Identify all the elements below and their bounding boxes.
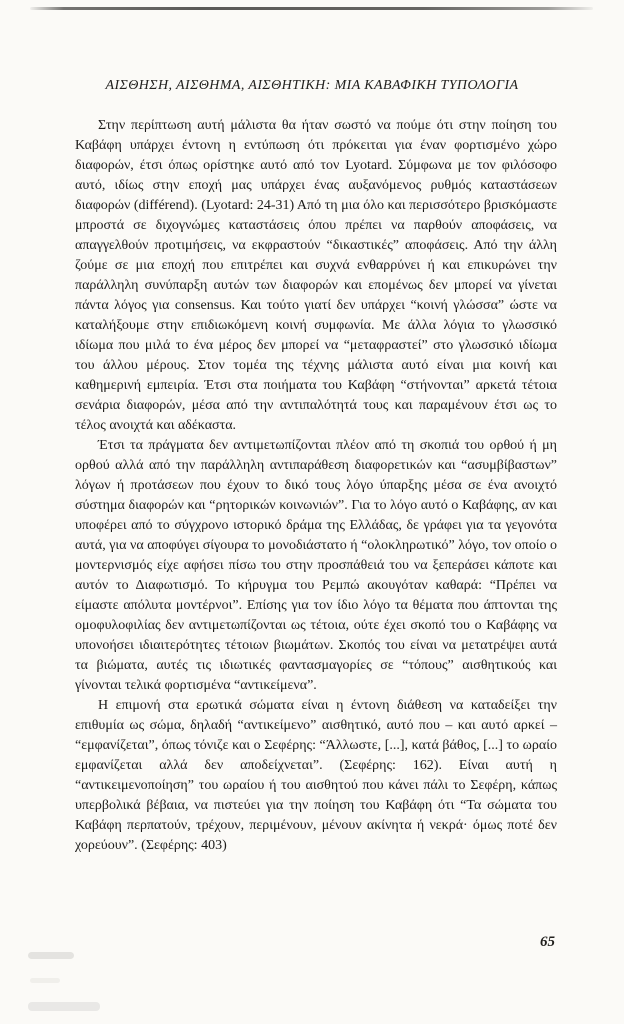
- scan-artifact-smudge: [30, 978, 60, 983]
- paragraph-3: Η επιμονή στα ερωτικά σώματα είναι η έντονη διάθεση να καταδείξει την επιθυμία ως σώμα, δηλαδή “αντικείμενο” αισθητικό, αυτό που – και αυτό αρκεί – “εμφανίζεται”, όπως τόνιζε και ο Σεφέρης: “Άλλωστε, [...], κατά βάθος, [...] το ωραίο εμφανίζεται αλλά δεν αποδείχνεται”. (Σεφέρης: 162). Είναι αυτή η “αντικειμενοποίηση” του ωραίου ή του αισθητού που κάνει πάλι το Σεφέρη, κάπως υπερβολικά βέβαια, να πιστεύει για την ποίηση του Καβάφη ότι “Τα σώματα του Καβάφη περπατούν, τρέχουν, περιμένουν, μένουν ακίνητα ή νεκρά· όμως ποτέ δεν χορεύουν”. (Σεφέρης: 403): [75, 698, 557, 853]
- page-title: ΑΙΣΘΗΣΗ, ΑΙΣΘΗΜΑ, ΑΙΣΘΗΤΙΚΗ: ΜΙΑ ΚΑΒΑΦΙΚΗ ΤΥΠΟΛΟΓΙΑ: [105, 78, 519, 93]
- paragraph-2: Έτσι τα πράγματα δεν αντιμετωπίζονται πλέον από τη σκοπιά του ορθού ή μη ορθού αλλά από την παράλληλη αντιπαράθεση διαφορετικών και “ασυμβίβαστων” λόγων ή προτάσεων που έχουν το δικό τους λόγο ύπαρξης μέσα σε ένα ανοιχτό σύστημα διαφορών και “ρητορικών κοινωνιών”. Για το λόγο αυτό ο Καβάφης, αν και υποφέρει από το σύγχρονο ιστορικό δράμα της Ελλάδας, δε γράφει για τα γεγονότα αυτά, για να αποφύγει σίγουρα το μονοδιάστατο ή “ολοκληρωτικό” λόγο, τον οποίο ο μοντερνισμός είχε αφήσει πίσω του στην προσπάθειά του να ξεπεράσει κάποτε και αυτόν το Διαφωτισμό. Το κήρυγμα του Ρεμπώ ακουγόταν καθαρά: “Πρέπει να είμαστε απόλυτα μοντέρνοι”. Επίσης για τον ίδιο λόγο τα θέματα που άπτονται της ομοφυλοφιλίας δεν αντιμετωπίζονται ως τέτοια, ούτε έχει σκοπό του ο Καβάφης να υπονοήσει ιδιαιτερότητες τέτοιων βιωμάτων. Σκοπός του είναι να μετατρέψει αυτά τα βιώματα, αυτές τις ιδιωτικές φαντασμαγορίες σε “τόπους” αισθητικούς και γίνονται τελικά φορτισμένα “αντικείμενα”.: [75, 438, 557, 693]
- page-number: 65: [540, 934, 555, 950]
- body-text: [75, 116, 557, 856]
- scan-artifact-smudge: [28, 952, 74, 959]
- scan-artifact-smudge: [28, 1002, 100, 1011]
- paragraph-1: Στην περίπτωση αυτή μάλιστα θα ήταν σωστό να πούμε ότι στην ποίηση του Καβάφη υπάρχει έντονη η εντύπωση ότι πρόκειται για έναν φορτισμένο χώρο διαφορών, έτσι όπως ορίστηκε αυτό από τον Lyotard. Σύμφωνα με τον φιλόσοφο αυτό, ιδίως στην εποχή μας υπάρχει ένας αυξανόμενος ρυθμός καταστάσεων διαφορών (différend). (Lyotard: 24-31) Από τη μια όλο και περισσότερο βρισκόμαστε μπροστά σε διχογνώμες καταστάσεις όπου πρέπει να παρθούν αποφάσεις, να απαγγελθούν προτιμήσεις, να εκφραστούν “δικαστικές” αποφάσεις. Από την άλλη ζούμε σε μια εποχή που επιτρέπει και συχνά ενθαρρύνει ή και επικυρώνει την παράλληλη συνύπαρξη αυτών των διαφορών και επομένως δεν μπορεί να γίνεται πάντα λόγος για consensus. Και τούτο γιατί δεν υπάρχει “κοινή γλώσσα” ώστε να καταλήξουμε στην επιδιωκόμενη κοινή συμφωνία. Με άλλα λόγια το γλωσσικό ιδίωμα που μιλά το ένα μέρος δεν μπορεί να “μεταφραστεί” στο γλωσσικό ιδίωμα του άλλου μέρους. Στον τομέα της τέχνης μάλιστα αυτό είναι μια κοινή και καθημερινή εμπειρία. Έτσι στα ποιήματα του Καβάφη “στήνονται” αρκετά τέτοια σενάρια διαφορών, μέσα από την αντιπαλότητά τους και παραμένουν έτσι ως το τέλος ανοιχτά και αδέκαστα.: [75, 118, 557, 433]
- scan-artifact-top-edge: [30, 7, 593, 10]
